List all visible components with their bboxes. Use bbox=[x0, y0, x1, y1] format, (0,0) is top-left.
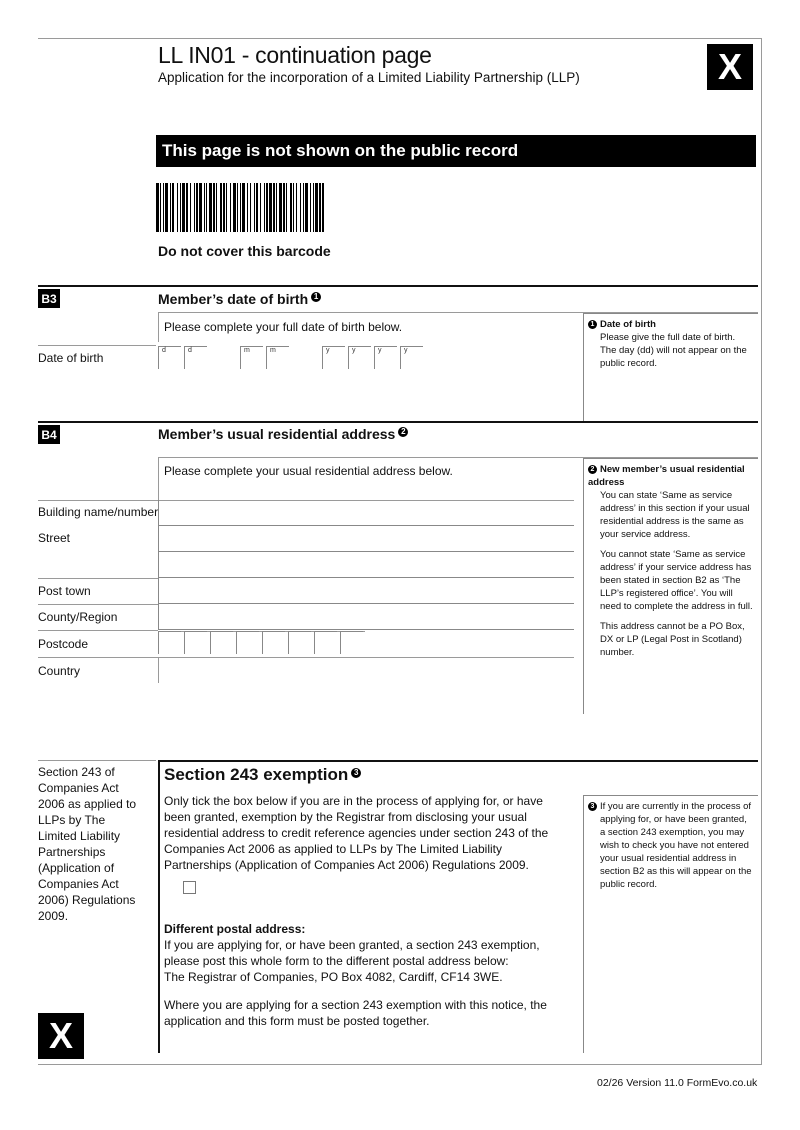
barcode-bar bbox=[196, 183, 198, 232]
barcode-bar bbox=[165, 183, 168, 232]
barcode-bar bbox=[283, 183, 285, 232]
barcode-bar bbox=[266, 183, 268, 232]
dob-year-3[interactable] bbox=[374, 346, 397, 369]
barcode-bar bbox=[260, 183, 261, 232]
postcode-box-4[interactable] bbox=[236, 631, 259, 654]
building-input[interactable] bbox=[158, 500, 574, 526]
b4-rule bbox=[38, 421, 758, 423]
dob-hint: y bbox=[352, 347, 356, 354]
barcode-bar bbox=[279, 183, 282, 232]
barcode-bar bbox=[240, 183, 241, 232]
barcode-bar bbox=[223, 183, 225, 232]
barcode-bar bbox=[276, 183, 277, 232]
date-of-birth-label: Date of birth bbox=[38, 351, 104, 365]
barcode-bar bbox=[204, 183, 205, 232]
barcode-bar bbox=[160, 183, 161, 232]
barcode-bar bbox=[296, 183, 297, 232]
b4-side-note bbox=[583, 458, 758, 714]
version-footer: 02/26 Version 11.0 FormEvo.co.uk bbox=[597, 1077, 758, 1089]
dob-hint: m bbox=[244, 347, 250, 354]
b3-instr-border bbox=[158, 312, 159, 342]
b3-label: B3 bbox=[38, 289, 60, 308]
s243-rule bbox=[158, 760, 758, 762]
dob-hint: m bbox=[270, 347, 276, 354]
postcode-box-1[interactable] bbox=[158, 631, 181, 654]
county-input[interactable] bbox=[158, 604, 574, 630]
barcode-bar bbox=[293, 183, 294, 232]
s243-exemption-checkbox[interactable] bbox=[183, 881, 196, 894]
b4-heading: Member’s usual residential address 2 bbox=[158, 426, 408, 442]
barcode-bar bbox=[182, 183, 185, 232]
barcode-bar bbox=[254, 183, 255, 232]
barcode-bar bbox=[199, 183, 202, 232]
barcode-bar bbox=[310, 183, 311, 232]
barcode-bar bbox=[286, 183, 287, 232]
barcode-bar bbox=[216, 183, 217, 232]
b3-heading: Member’s date of birth 1 bbox=[158, 291, 321, 307]
barcode-bar bbox=[322, 183, 324, 232]
bottom-rule bbox=[38, 1064, 762, 1065]
dob-month-1[interactable] bbox=[240, 346, 263, 369]
barcode-bar bbox=[220, 183, 222, 232]
b3-side-text: Please give the full date of birth. The day (dd) will not appear on the public record. bbox=[600, 332, 747, 369]
s243-body: Only tick the box below if you are in the process of applying for, or have been granted, exemption by the Registrar from disclosing your usual residential address to credit reference agencies under section 243 of the Companies Act 2006 as applied to LLPs by The Limited Liability Partnerships (Application of Companies Act 2006) Regulations 2009. bbox=[164, 794, 549, 872]
street-label: Street bbox=[38, 531, 71, 545]
country-label: Country bbox=[38, 664, 81, 678]
b3-side-note bbox=[583, 313, 758, 421]
barcode-bar bbox=[247, 183, 248, 232]
barcode-bar bbox=[172, 183, 174, 232]
b4-instruction: Please complete your usual residential address below. bbox=[164, 464, 453, 478]
barcode-bar bbox=[206, 183, 207, 232]
barcode-bar bbox=[170, 183, 171, 232]
postcode-box-2[interactable] bbox=[184, 631, 207, 654]
b4-side-title: New member’s usual residential address bbox=[588, 464, 745, 488]
b3-rule bbox=[38, 285, 758, 287]
b3-label-rule bbox=[38, 345, 156, 346]
postcode-box-7[interactable] bbox=[314, 631, 337, 654]
s243-left-border bbox=[158, 760, 160, 1053]
b4-side-p2: You cannot state ‘Same as service address’ if your service address has been stated in section B2 as ‘The LLP’s registered office’. You will need to complete the address in full. bbox=[600, 549, 753, 612]
dob-year-4[interactable] bbox=[400, 346, 423, 369]
barcode-bar bbox=[269, 183, 272, 232]
row-rule bbox=[38, 630, 158, 631]
barcode-bar bbox=[303, 183, 304, 232]
barcode-bar bbox=[237, 183, 238, 232]
right-rule bbox=[761, 38, 762, 1065]
barcode-bar bbox=[233, 183, 236, 232]
barcode-bar bbox=[250, 183, 251, 232]
barcode-bar bbox=[313, 183, 314, 232]
dob-day-2[interactable] bbox=[184, 346, 207, 369]
b3-side-title: Date of birth bbox=[600, 319, 656, 330]
note-2-icon: 2 bbox=[398, 427, 408, 437]
barcode-bar bbox=[163, 183, 164, 232]
barcode-bar bbox=[242, 183, 245, 232]
barcode-bar bbox=[264, 183, 265, 232]
note-3-icon: 3 bbox=[588, 802, 597, 811]
barcode-bar bbox=[319, 183, 321, 232]
dob-year-2[interactable] bbox=[348, 346, 371, 369]
barcode-bar bbox=[194, 183, 195, 232]
barcode-note: Do not cover this barcode bbox=[158, 243, 331, 259]
barcode-bar bbox=[273, 183, 275, 232]
x-mark-bottom: X bbox=[38, 1013, 84, 1059]
street-input-2[interactable] bbox=[158, 552, 574, 578]
b3-instruction: Please complete your full date of birth below. bbox=[164, 320, 403, 334]
barcode-bar bbox=[230, 183, 231, 232]
postcode-label: Postcode bbox=[38, 637, 89, 651]
top-rule bbox=[38, 38, 762, 39]
barcode-bar bbox=[177, 183, 178, 232]
postcode-box-5[interactable] bbox=[262, 631, 285, 654]
note-2-icon: 2 bbox=[588, 465, 597, 474]
row-rule bbox=[38, 604, 158, 605]
county-label: County/Region bbox=[38, 610, 118, 624]
b4-label: B4 bbox=[38, 425, 60, 444]
b4-instr-border bbox=[158, 457, 159, 500]
row-rule bbox=[38, 578, 158, 579]
barcode-bar bbox=[180, 183, 181, 232]
barcode-bar bbox=[315, 183, 318, 232]
dob-year-1[interactable] bbox=[322, 346, 345, 369]
s243-side-note bbox=[583, 795, 758, 1053]
x-mark-top: X bbox=[707, 44, 753, 90]
together-note: Where you are applying for a section 243 exemption with this notice, the application and this form must be posted together. bbox=[164, 998, 547, 1028]
public-record-banner: This page is not shown on the public record bbox=[156, 135, 756, 167]
street-input[interactable] bbox=[158, 526, 574, 552]
b4-side-p1: You can state ‘Same as service address’ in this section if your usual residential address is the same as your service address. bbox=[600, 490, 750, 540]
barcode-bar bbox=[226, 183, 227, 232]
postcode-box-8[interactable] bbox=[340, 631, 363, 654]
s243-heading: Section 243 exemption 3 bbox=[164, 765, 361, 785]
form-title: LL IN01 - continuation page bbox=[158, 42, 432, 68]
postcode-box-3[interactable] bbox=[210, 631, 233, 654]
dob-day-1[interactable] bbox=[158, 346, 181, 369]
post-town-input[interactable] bbox=[158, 578, 574, 604]
form-subtitle: Application for the incorporation of a Limited Liability Partnership (LLP) bbox=[158, 70, 580, 85]
barcode-bar bbox=[156, 183, 159, 232]
barcode bbox=[156, 183, 441, 232]
barcode-bar bbox=[290, 183, 292, 232]
b4-side-p3: This address cannot be a PO Box, DX or LP (Legal Post in Scotland) number. bbox=[600, 621, 745, 658]
post-town-label: Post town bbox=[38, 584, 91, 598]
dob-hint: d bbox=[188, 347, 192, 354]
barcode-bar bbox=[209, 183, 212, 232]
barcode-bar bbox=[256, 183, 258, 232]
barcode-bar bbox=[190, 183, 191, 232]
country-input[interactable] bbox=[158, 657, 159, 683]
barcode-bar bbox=[213, 183, 215, 232]
dob-hint: y bbox=[378, 347, 382, 354]
dob-hint: y bbox=[404, 347, 408, 354]
s243-side-text: If you are currently in the process of applying for, or have been granted, a section 243 exemption, you may wish to check you have not entered your usual residential address in section B2 as this will appear on the public record. bbox=[600, 801, 752, 890]
barcode-bar bbox=[186, 183, 188, 232]
postal-heading: Different postal address: bbox=[164, 922, 306, 936]
row-rule bbox=[38, 657, 574, 658]
postcode-box-6[interactable] bbox=[288, 631, 311, 654]
dob-hint: d bbox=[162, 347, 166, 354]
note-1-icon: 1 bbox=[588, 320, 597, 329]
barcode-bar bbox=[300, 183, 301, 232]
s243-legal-note: Section 243 of Companies Act 2006 as applied to LLPs by The Limited Liability Partnerships (Application of Companies Act 2006) Regulations 2009. bbox=[38, 765, 137, 923]
building-label: Building name/number bbox=[38, 505, 159, 519]
note-1-icon: 1 bbox=[311, 292, 321, 302]
note-3-icon: 3 bbox=[351, 768, 361, 778]
barcode-bar bbox=[305, 183, 308, 232]
dob-month-2[interactable] bbox=[266, 346, 289, 369]
postal-address: The Registrar of Companies, PO Box 4082, Cardiff, CF14 3WE. bbox=[164, 970, 503, 984]
dob-hint: y bbox=[326, 347, 330, 354]
s243-left-rule bbox=[38, 760, 156, 761]
postal-body: If you are applying for, or have been granted, a section 243 exemption, please post this whole form to the different postal address below: bbox=[164, 938, 540, 968]
